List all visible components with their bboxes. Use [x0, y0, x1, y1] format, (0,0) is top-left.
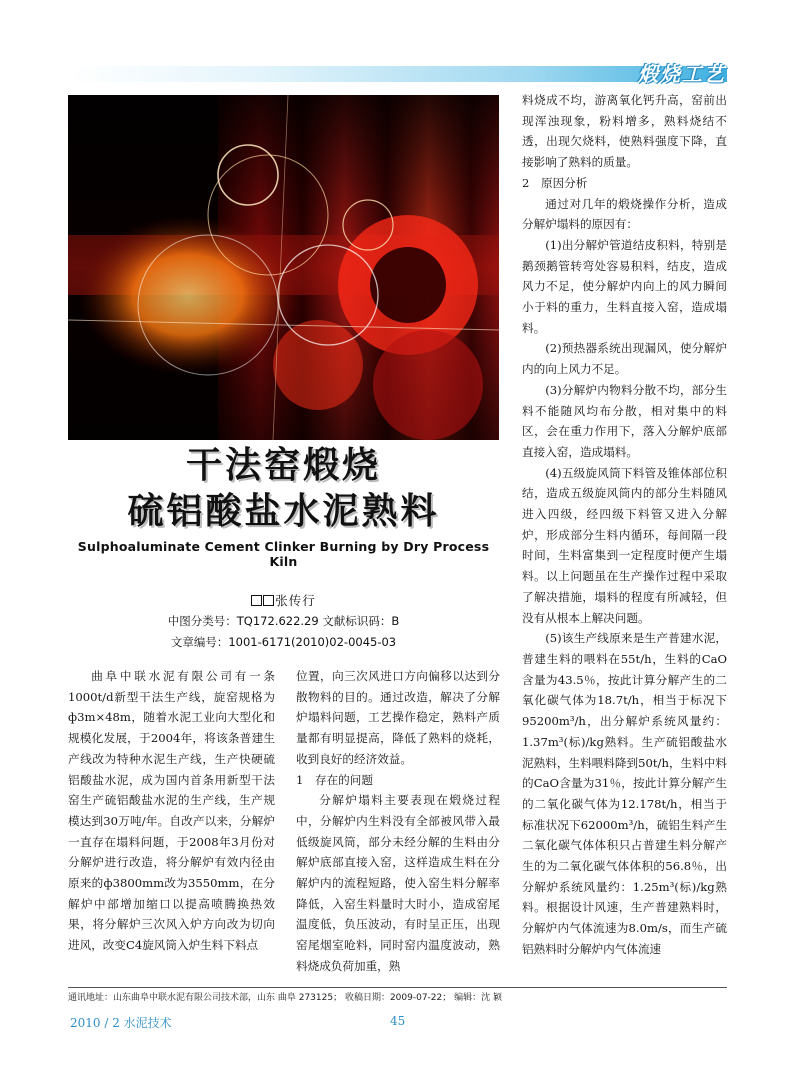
article-title-en: Sulphoaluminate Cement Clinker Burning by Dry Process Kiln	[77, 539, 490, 569]
article-meta	[68, 590, 499, 653]
paragraph: 分解炉塌料主要表现在煅烧过程中，分解炉内生料没有全部被风带入最低级旋风筒，部分未经分解的生料由分解炉底部直接入窑，这样造成生料在分解炉内的流程短路，使入窑生料分解率降低，入窑生料量时大时小，造成窑尾温度低，负压波动，有时呈正压，出现窑尾烟室呛料，同时窑内温度波动，熟料烧成负荷加重，熟	[296, 793, 500, 973]
paragraph: (4)五级旋风筒下料管及锥体部位积结，造成五级旋风筒内的部分生料随风进入四级，经四级下料管又进入分解炉，形成部分生料内循环，每间隔一段时间，生料富集到一定程度时便产生塌料。以上问题虽在生产操作过程中采取了解决措施，塌料的程度有所减轻，但没有从根本上解决问题。	[522, 465, 727, 625]
footer-divider	[68, 987, 727, 988]
article-title-block	[68, 443, 499, 569]
body-column-left	[68, 666, 275, 956]
hero-image	[68, 95, 499, 440]
paragraph: 位置，向三次风进口方向偏移以达到分散物料的目的。通过改造，解决了分解炉塌料问题，工艺操作稳定，熟料产质量都有明显提高，降低了熟料的烧耗，收到良好的经济效益。	[296, 669, 500, 766]
paragraph: 料烧成不均，游离氧化钙升高，窑前出现浑浊现象，粉料增多，熟料烧结不透，出现欠烧料，使熟料强度下降，直接影响了熟料的质量。	[522, 93, 727, 170]
body-column-right	[522, 90, 727, 960]
author-line	[68, 590, 499, 611]
author-name: 张传行	[275, 593, 316, 608]
paragraph: (3)分解炉内物料分散不均，部分生料不能随风均布分散，相对集中的料区，会在重力作用下，落入分解炉底部直接入窑，造成塌料。	[522, 382, 727, 459]
article-title-line2: 硫铝酸盐水泥熟料	[127, 491, 440, 532]
page-number: 45	[390, 1014, 406, 1028]
section-heading-1: 1 存在的问题	[296, 772, 373, 787]
section-title: 煅烧工艺	[638, 62, 726, 86]
footer-note: 通讯地址：山东曲阜中联水泥有限公司技术部，山东 曲阜 273125； 收稿日期：2009-07-22； 编辑：沈 颖	[68, 993, 502, 1003]
footer-issue: 2010 / 2 水泥技术	[70, 1016, 172, 1030]
paragraph: 曲阜中联水泥有限公司有一条1000t/d新型干法生产线，旋窑规格为ф3m×48m，随着水泥工业向大型化和规模化发展，于2004年，将该条普建生产线改为特种水泥生产线，生产快硬硫铝酸盐水泥，成为国内首条用新型干法窑生产硫铝酸盐水泥的生产线，生产规模达到30万吨/年。自改产以来，分解炉一直存在塌料问题，于2008年3月份对分解炉进行改造，将分解炉有效内径由原来的ф3800mm改为3550mm，在分解炉中部增加缩口以提高喷腾换热效果，将分解炉三次风入炉方向改为切向进风，改变C4旋风筒入炉生料下料点	[68, 669, 275, 953]
paragraph: (1)出分解炉管道结皮积料，特别是鹅颈鹅管转弯处容易积料，结皮，造成风力不足，使分解炉内向上的风力瞬间小于料的重力，生料直接入窑，造成塌料。	[522, 237, 727, 335]
author-box-glyph	[251, 595, 262, 606]
body-column-middle	[296, 666, 500, 977]
paragraph: 通过对几年的煅烧操作分析，造成分解炉塌料的原因有：	[522, 196, 727, 232]
article-number-line: 文章编号：1001-6171(2010)02-0045-03	[170, 635, 397, 649]
article-title-line1: 干法窑煅烧	[185, 445, 381, 486]
paragraph: (2)预热器系统出现漏风，使分解炉内的向上风力不足。	[522, 341, 727, 377]
paragraph: (5)该生产线原来是生产普建水泥，普建生料的喂料在55t/h，生料的CaO含量为43.5％，按此计算分解产生的二氧化碳气体为18.7t/h，相当于标况下95200m³/h，出分解炉系统风量约：1.37m³(标)/kg熟料。生产硫铝酸盐水泥熟料，生料喂料降到50t/h，生料中料的CaO含量为31％，按此计算分解产生的二氧化碳气体为12.178t/h，相当于标准状况下62000m³/h，硫铝生料产生二氧化碳气体体积只占普建生料分解产生的为二氧化碳气体体积的56.8％，出分解炉系统风量约：1.25m³(标)/kg熟料。根据设计风速，生产普建熟料时，分解炉内气体流速为8.0m/s，而生产硫铝熟料时分解炉内气体流速	[522, 631, 727, 956]
header-gradient-bar	[68, 66, 727, 82]
abstract-kiln-art	[68, 95, 499, 440]
author-box-glyph	[263, 595, 274, 606]
section-heading-2: 2 原因分析	[522, 175, 588, 190]
classification-line: 中图分类号：TQ172.622.29 文献标识码：B	[167, 614, 400, 628]
